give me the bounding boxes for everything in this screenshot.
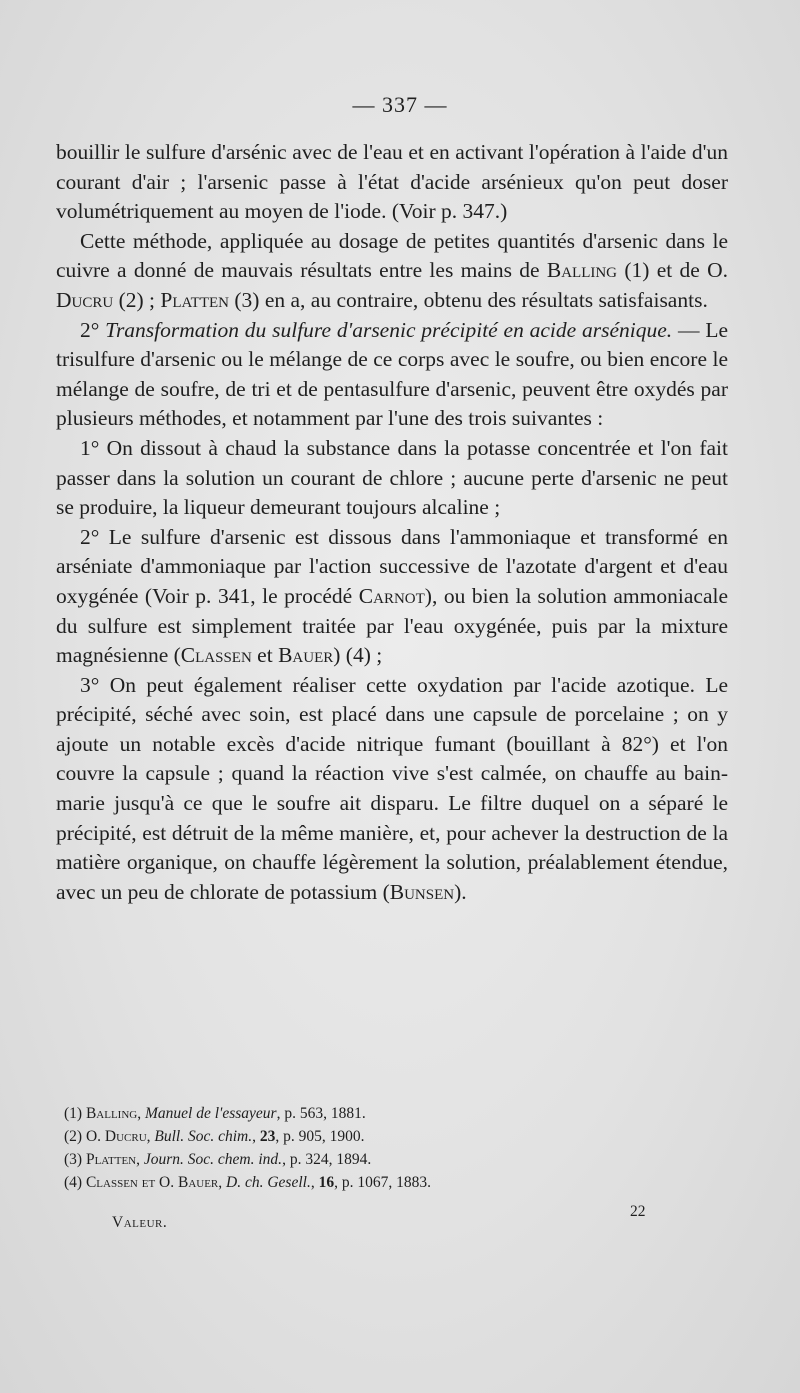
footnote-mark: (4) bbox=[64, 1174, 86, 1191]
paragraph-2-text-d: (3) en a, au contraire, obtenu des résultats satisfaisants. bbox=[229, 287, 708, 312]
paragraph-4: 1° On dissout à chaud la substance dans la potasse concentrée et l'on fait passer dans la solution un courant de chlore ; aucune perte d'arsenic ne peut se produire, la liqueur demeurant toujours alcaline ; bbox=[56, 435, 728, 520]
footnote-author: O. Ducru bbox=[85, 1128, 147, 1145]
footnote-author: Platten bbox=[85, 1151, 137, 1168]
paragraph-6-text-a: 3° On peut également réaliser cette oxydation par l'acide azotique. Le précipité, séché avec soin, est placé dans une capsule de porcelaine ; on y ajoute un notable excès d'acide nitrique fumant (bouillant à 82°) et l'on couvre la capsule ; quand la réaction vive s'est calmée, on chauffe au bain-marie jusqu'à ce que le soufre ait disparu. Le filtre duquel on a séparé le précipité, est détruit de la même manière, et, pour achever la destruction de la matière organique, on chauffe légèrement la solution, préalablement étendue, avec un peu de chlorate de potassium ( bbox=[56, 672, 728, 904]
paragraph-3-text: — Le trisulfure d'arsenic ou le mélange de ce corps avec le soufre, ou bien encore le mélange de soufre, de tri et de pentasulfure d'arsenic, peuvent être oxydés par plusieurs méthodes, et notamment par l'une des trois suivantes : bbox=[56, 317, 728, 431]
footnote-mark: (2) bbox=[64, 1128, 86, 1145]
footnote-reference: , p. 324, 1894. bbox=[282, 1151, 372, 1168]
footnote-volume: 16 bbox=[318, 1174, 335, 1191]
footnote-mark: (1) bbox=[64, 1105, 86, 1122]
footnote-2: (2) O. Ducru, Bull. Soc. chim., 23, p. 905, 1900. bbox=[64, 1128, 365, 1145]
author-platten: Platten bbox=[160, 287, 229, 312]
author-ducru: Ducru bbox=[56, 287, 114, 312]
printer-signature: Valeur. bbox=[112, 1214, 168, 1231]
author-classen: Classen bbox=[180, 643, 252, 668]
paragraph-3 bbox=[56, 316, 728, 434]
footnote-separator: , bbox=[136, 1151, 144, 1168]
paragraph-6 bbox=[56, 671, 728, 908]
footnote-volume: 23 bbox=[259, 1128, 276, 1145]
footnote-separator: , bbox=[146, 1128, 155, 1145]
footnote-title: Bull. Soc. chim. bbox=[154, 1128, 253, 1145]
paragraph-5-text-b: ), ou bien la solution ammoniacale du sulfure est simplement traitée par l'eau oxygénée, puis par la mixture magnésienne ( bbox=[56, 583, 728, 668]
footnote-author: Balling bbox=[85, 1105, 138, 1122]
author-carnot: Carnot bbox=[358, 583, 425, 608]
footnote-title: Journ. Soc. chem. ind. bbox=[143, 1151, 283, 1168]
footnote-reference: , p. 905, 1900. bbox=[275, 1128, 365, 1145]
paragraph-6-text-b: ). bbox=[454, 879, 467, 904]
footnote-title: Manuel de l'essayeur bbox=[144, 1105, 277, 1122]
paragraph-2-text-b: (1) et de O. bbox=[617, 258, 728, 283]
paragraph-2-text-a: Cette méthode, appliquée au dosage de petites quantités d'arsenic dans le cuivre a donné de mauvais résultats entre les mains de bbox=[56, 228, 728, 283]
paragraph-5-text-d: ) (4) ; bbox=[333, 643, 383, 668]
footnote-title: D. ch. Gesell. bbox=[226, 1174, 311, 1191]
footnote-4: (4) Classen et O. Bauer, D. ch. Gesell., 16, p. 1067, 1883. bbox=[64, 1174, 431, 1191]
footnote-author: Classen et O. Bauer bbox=[85, 1174, 219, 1191]
paragraph-5 bbox=[56, 523, 728, 671]
author-bunsen: Bunsen bbox=[389, 879, 455, 904]
footnote-separator: , bbox=[218, 1174, 227, 1191]
section-title: Transformation du sulfure d'arsenic précipité en acide arsénique. bbox=[105, 317, 673, 342]
paragraph-3-number: 2° bbox=[80, 317, 106, 342]
body-text bbox=[56, 138, 728, 907]
footnotes bbox=[64, 1102, 704, 1194]
footnote-1 bbox=[64, 1102, 704, 1125]
paragraph-1: bouillir le sulfure d'arsénic avec de l'eau et en activant l'opération à l'aide d'un courant d'air ; l'arsenic passe à l'état d'acide arsénieux qu'on peut doser volumétriquement au moyen de l'iode. (Voir p. 347.) bbox=[56, 140, 728, 224]
author-bauer: Bauer bbox=[278, 643, 334, 668]
footnote-reference: , p. 563, 1881. bbox=[276, 1105, 366, 1122]
footnote-mark: (3) bbox=[64, 1151, 86, 1168]
footnote-separator: , bbox=[137, 1105, 145, 1122]
paragraph-2 bbox=[56, 227, 728, 316]
footnote-3 bbox=[64, 1148, 704, 1171]
paragraph-2-text-c: (2) ; bbox=[113, 287, 161, 312]
sheet-number: 22 bbox=[630, 1203, 646, 1220]
paragraph-5-text-c: et bbox=[251, 643, 279, 668]
footnote-reference: , p. 1067, 1883. bbox=[334, 1174, 431, 1191]
page-number: — 337 — bbox=[352, 92, 448, 117]
paragraph-5-text-a: 2° Le sulfure d'arsenic est dissous dans l'ammoniaque et transformé en arséniate d'ammoniaque par l'action successive de l'azotate d'argent et d'eau oxygénée (Voir p. 341, le procédé bbox=[56, 524, 728, 608]
author-balling: Balling bbox=[546, 258, 618, 283]
